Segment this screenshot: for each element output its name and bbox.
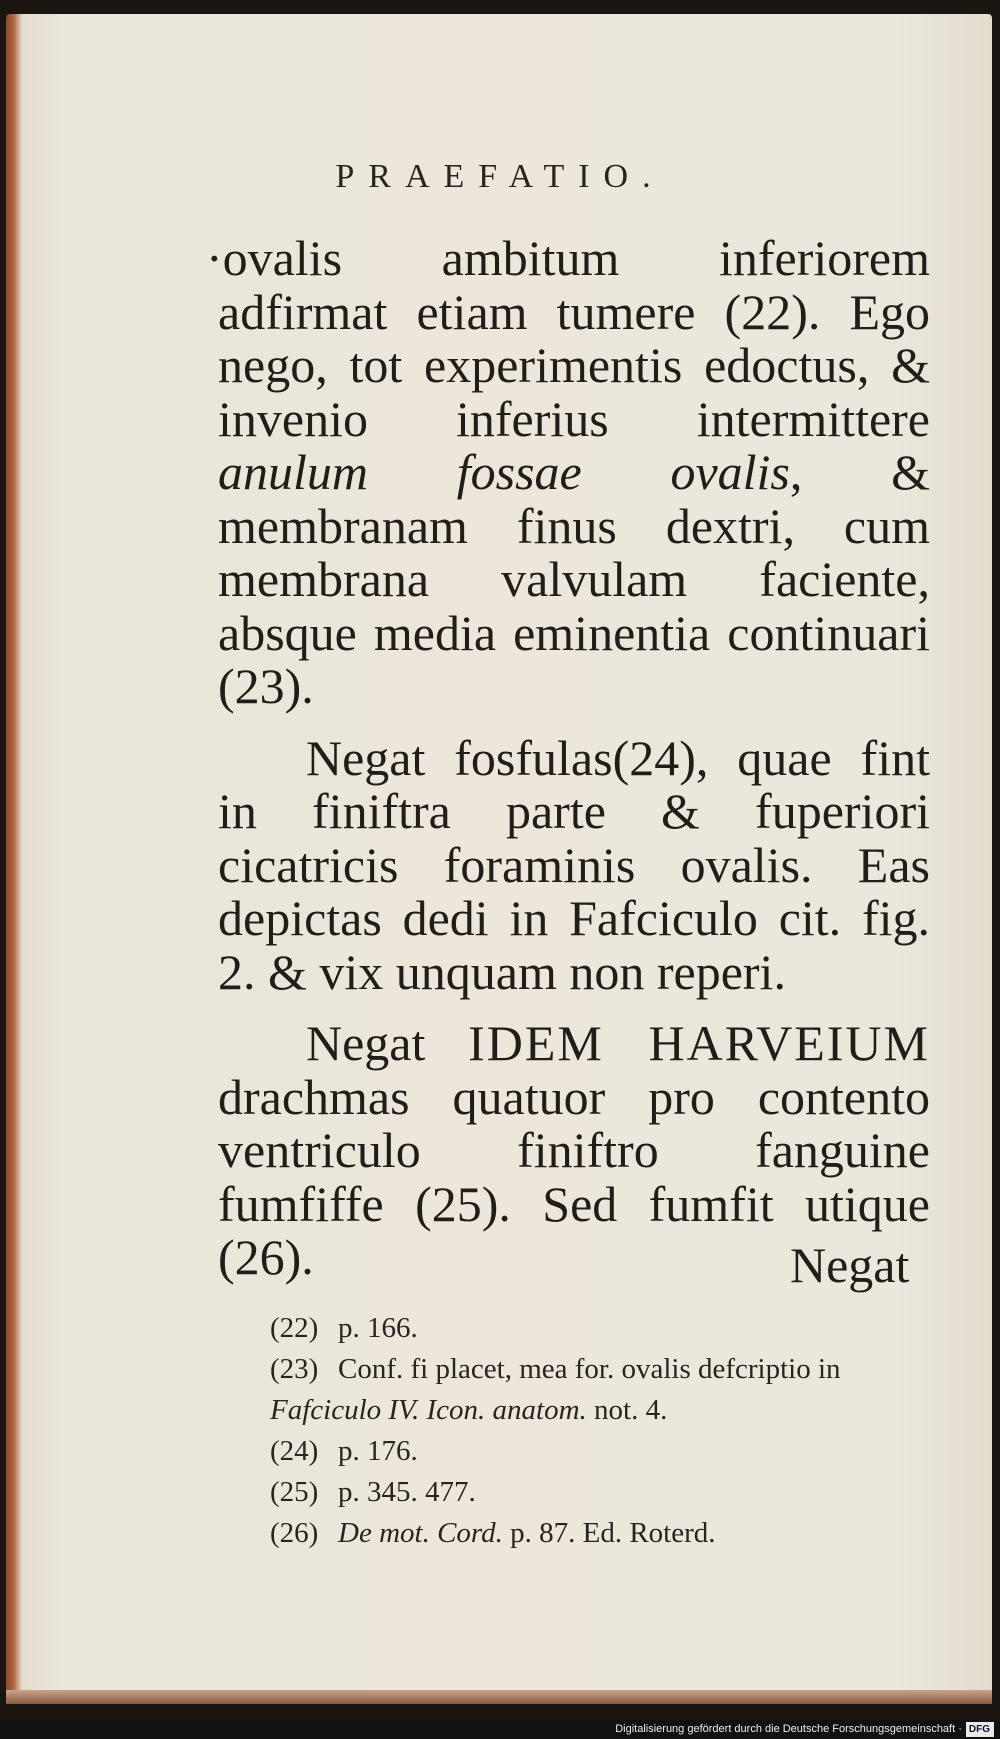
footnote-26: (26) De mot. Cord. p. 87. Ed. Roterd. (270, 1517, 716, 1549)
footer-credit: Digitalisierung gefördert durch die Deutsche Forschungsgemeinschaft · (615, 1723, 962, 1735)
paragraph-1: ·ovalis ambitum inferiorem adfirmat etiam tumere (22). Ego nego, tot experimentis edoctus, & invenio inferius intermittere anulum fossae ovalis, & membranam finus dextri, cum membrana valvulam faciente, absque media eminentia continuari (23). (206, 230, 930, 714)
footnote-24: (24) p. 176. (270, 1435, 418, 1467)
footnote-23: (23) Conf. fi placet, mea for. ovalis defcriptio in Fafciculo IV. Icon. anatom. not. 4. (270, 1353, 841, 1426)
footnotes (270, 1308, 930, 1554)
body-text (206, 230, 930, 1285)
footnote-25: (25) p. 345. 477. (270, 1476, 476, 1508)
footnote-22: (22) p. 166. (270, 1312, 418, 1344)
catchword: Negat (790, 1237, 910, 1293)
page-edge (6, 1690, 992, 1704)
paragraph-3: Negat IDEM HARVEIUM drachmas quatuor pro contento ventriculo finiftro fanguine fumfiffe (25). Sed fumfit utique (26). (218, 1015, 930, 1285)
italic-phrase: anulum fossae ovalis (218, 444, 790, 500)
small-caps-name: IDEM HARVEIUM (468, 1015, 930, 1071)
dfg-logo: DFG (966, 1722, 994, 1737)
digitization-footer (0, 1720, 1000, 1739)
running-head: PRAEFATIO. (335, 158, 665, 195)
paragraph-2: Negat fosfulas(24), quae fint in finiftra parte & fuperiori cicatricis foraminis ovalis. Eas depictas dedi in Fafciculo cit. fig. 2. & vix unquam non reperi. (218, 729, 930, 1000)
